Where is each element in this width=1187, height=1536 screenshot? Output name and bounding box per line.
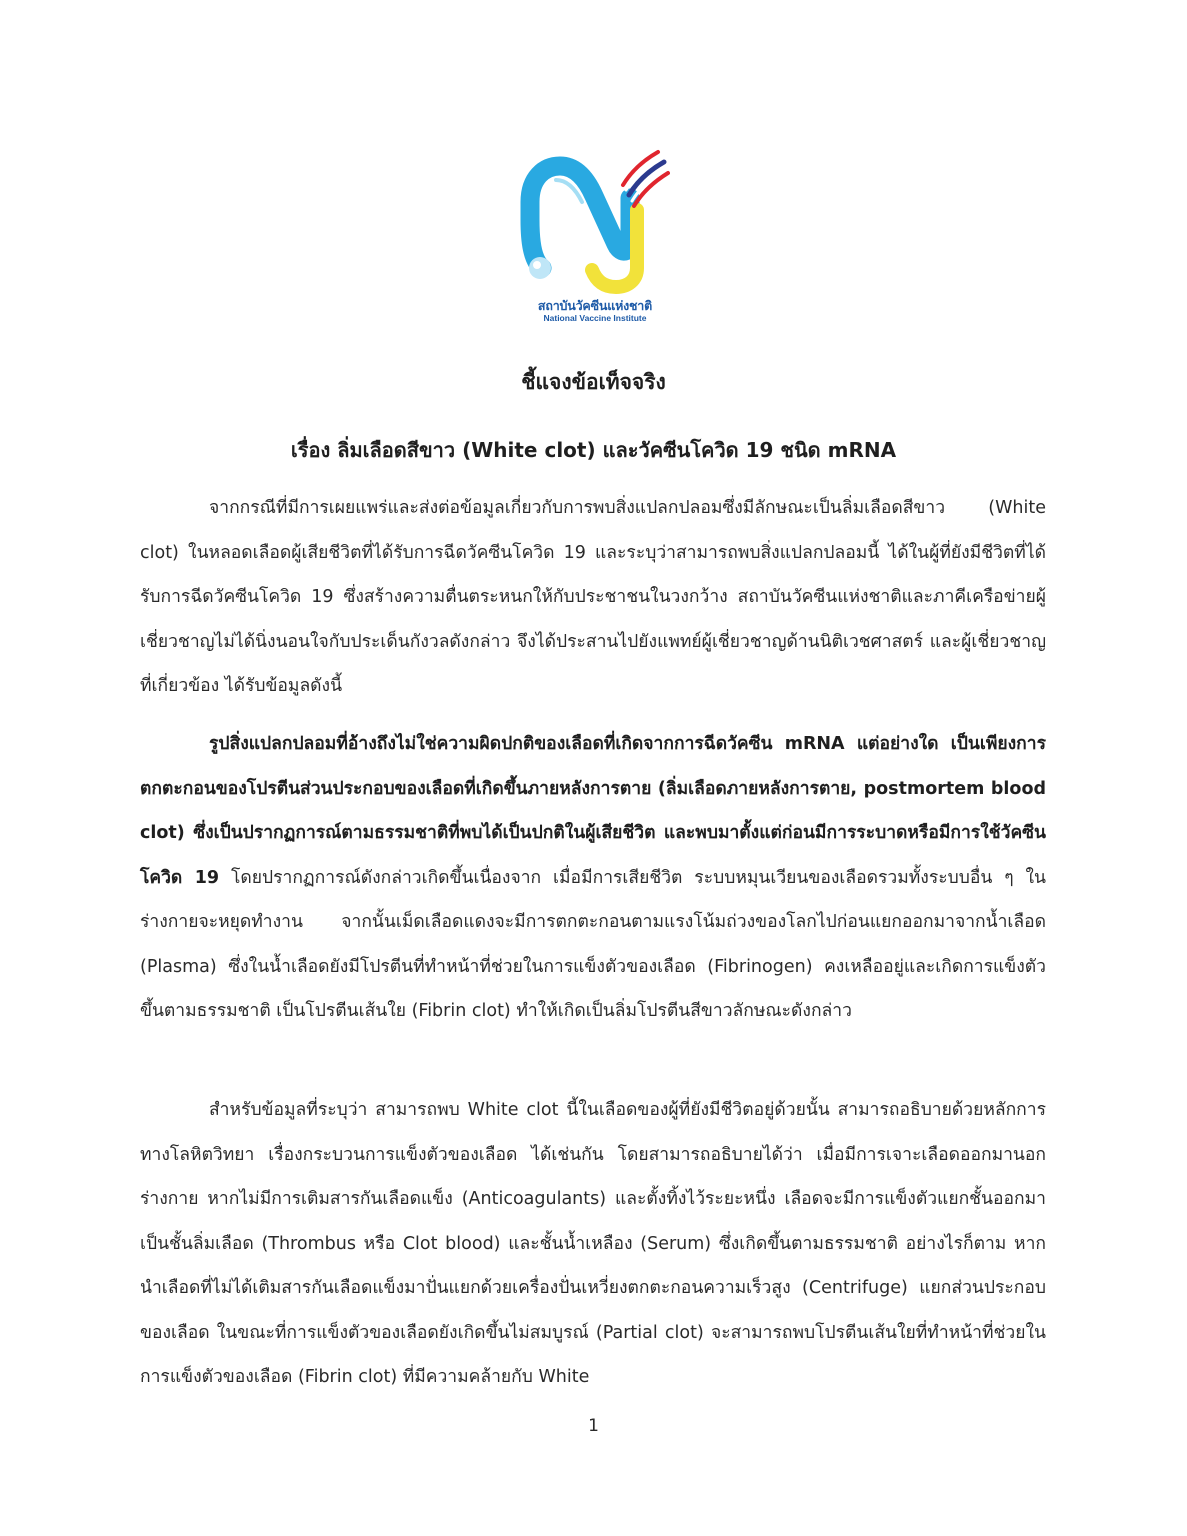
paragraph-2-bold-lead: รูปสิ่งแปลกปลอมที่อ้างถึงไม่ใช่ความผิดปกติของเลือดที่เกิดจากการฉีดวัคซีน mRNA แต่อย่างใด เป็นเพียงการตกตะกอนของโปรตีนส่วนประกอบของเลือดที่เกิดขึ้นภายหลังการตาย (ลิ่มเลือดภายหลังการตาย, postmortem blood clot) ซึ่งเป็นปรากฏการณ์ตามธรรมชาติที่พบได้เป็นปกติในผู้เสียชีวิต และพบมาตั้งแต่ก่อนมีการระบาดหรือมีการใช้วัคซีนโควิด 19: [140, 734, 1046, 888]
institute-logo: [520, 140, 680, 330]
logo-name-thai: สถาบันวัคซีนแห่งชาติ: [537, 298, 653, 313]
logo-mark-icon: [520, 140, 670, 295]
paragraph-3: สำหรับข้อมูลที่ระบุว่า สามารถพบ White clot นี้ในเลือดของผู้ที่ยังมีชีวิตอยู่ด้วยนั้น สามารถอธิบายด้วยหลักการทางโลหิตวิทยา เรื่องกระบวนการแข็งตัวของเลือด ได้เช่นกัน โดยสามารถอธิบายได้ว่า เมื่อมีการเจาะเลือดออกมานอกร่างกาย หากไม่มีการเติมสารกันเลือดแข็ง (Anticoagulants) และตั้งทิ้งไว้ระยะหนึ่ง เลือดจะมีการแข็งตัวแยกชั้นออกมา เป็นชั้นลิ่มเลือด (Thrombus หรือ Clot blood) และชั้นน้ำเหลือง (Serum) ซึ่งเกิดขึ้นตามธรรมชาติ อย่างไรก็ตาม หากนำเลือดที่ไม่ได้เติมสารกันเลือดแข็งมาปั่นแยกด้วยเครื่องปั่นเหวี่ยงตกตะกอนความเร็วสูง (Centrifuge) แยกส่วนประกอบของเลือด ในขณะที่การแข็งตัวของเลือดยังเกิดขึ้นไม่สมบูรณ์ (Partial clot) จะสามารถพบโปรตีนเส้นใยที่ทำหน้าที่ช่วยในการแข็งตัวของเลือด (Fibrin clot) ที่มีความคล้ายกับ White: [140, 1100, 1046, 1387]
page-number: 1: [588, 1416, 599, 1436]
paragraph-2: [140, 722, 1046, 1034]
logo-name-english: National Vaccine Institute: [543, 313, 647, 323]
paragraph-1: จากกรณีที่มีการเผยแพร่และส่งต่อข้อมูลเกี่ยวกับการพบสิ่งแปลกปลอมซึ่งมีลักษณะเป็นลิ่มเลือดสีขาว (White clot) ในหลอดเลือดผู้เสียชีวิตที่ได้รับการฉีดวัคซีนโควิด 19 และระบุว่าสามารถพบสิ่งแปลกปลอมนี้ ได้ในผู้ที่ยังมีชีวิตที่ได้รับการฉีดวัคซีนโควิด 19 ซึ่งสร้างความตื่นตระหนกให้กับประชาชนในวงกว้าง สถาบันวัคซีนแห่งชาติและภาคีเครือข่ายผู้เชี่ยวชาญไม่ได้นิ่งนอนใจกับประเด็นกังวลดังกล่าว จึงได้ประสานไปยังแพทย์ผู้เชี่ยวชาญด้านนิติเวชศาสตร์ และผู้เชี่ยวชาญที่เกี่ยวข้อง ได้รับข้อมูลดังนี้: [140, 498, 1046, 696]
document-subtitle: เรื่อง ลิ่มเลือดสีขาว (White clot) และวัคซีนโควิด 19 ชนิด mRNA: [290, 438, 897, 462]
document-title: ชี้แจงข้อเท็จจริง: [521, 370, 666, 394]
paragraph-2-body: โดยปรากฏการณ์ดังกล่าวเกิดขึ้นเนื่องจาก เมื่อมีการเสียชีวิต ระบบหมุนเวียนของเลือดรวมทั้งระบบอื่น ๆ ในร่างกายจะหยุดทำงาน จากนั้นเม็ดเลือดแดงจะมีการตกตะกอนตามแรงโน้มถ่วงของโลกไปก่อนแยกออกมาจากน้ำเลือด (Plasma) ซึ่งในน้ำเลือดยังมีโปรตีนที่ทำหน้าที่ช่วยในการแข็งตัวของเลือด (Fibrinogen) คงเหลืออยู่และเกิดการแข็งตัวขึ้นตามธรรมชาติ เป็นโปรตีนเส้นใย (Fibrin clot) ทำให้เกิดเป็นลิ่มโปรตีนสีขาวลักษณะดังกล่าว: [140, 867, 1046, 1021]
